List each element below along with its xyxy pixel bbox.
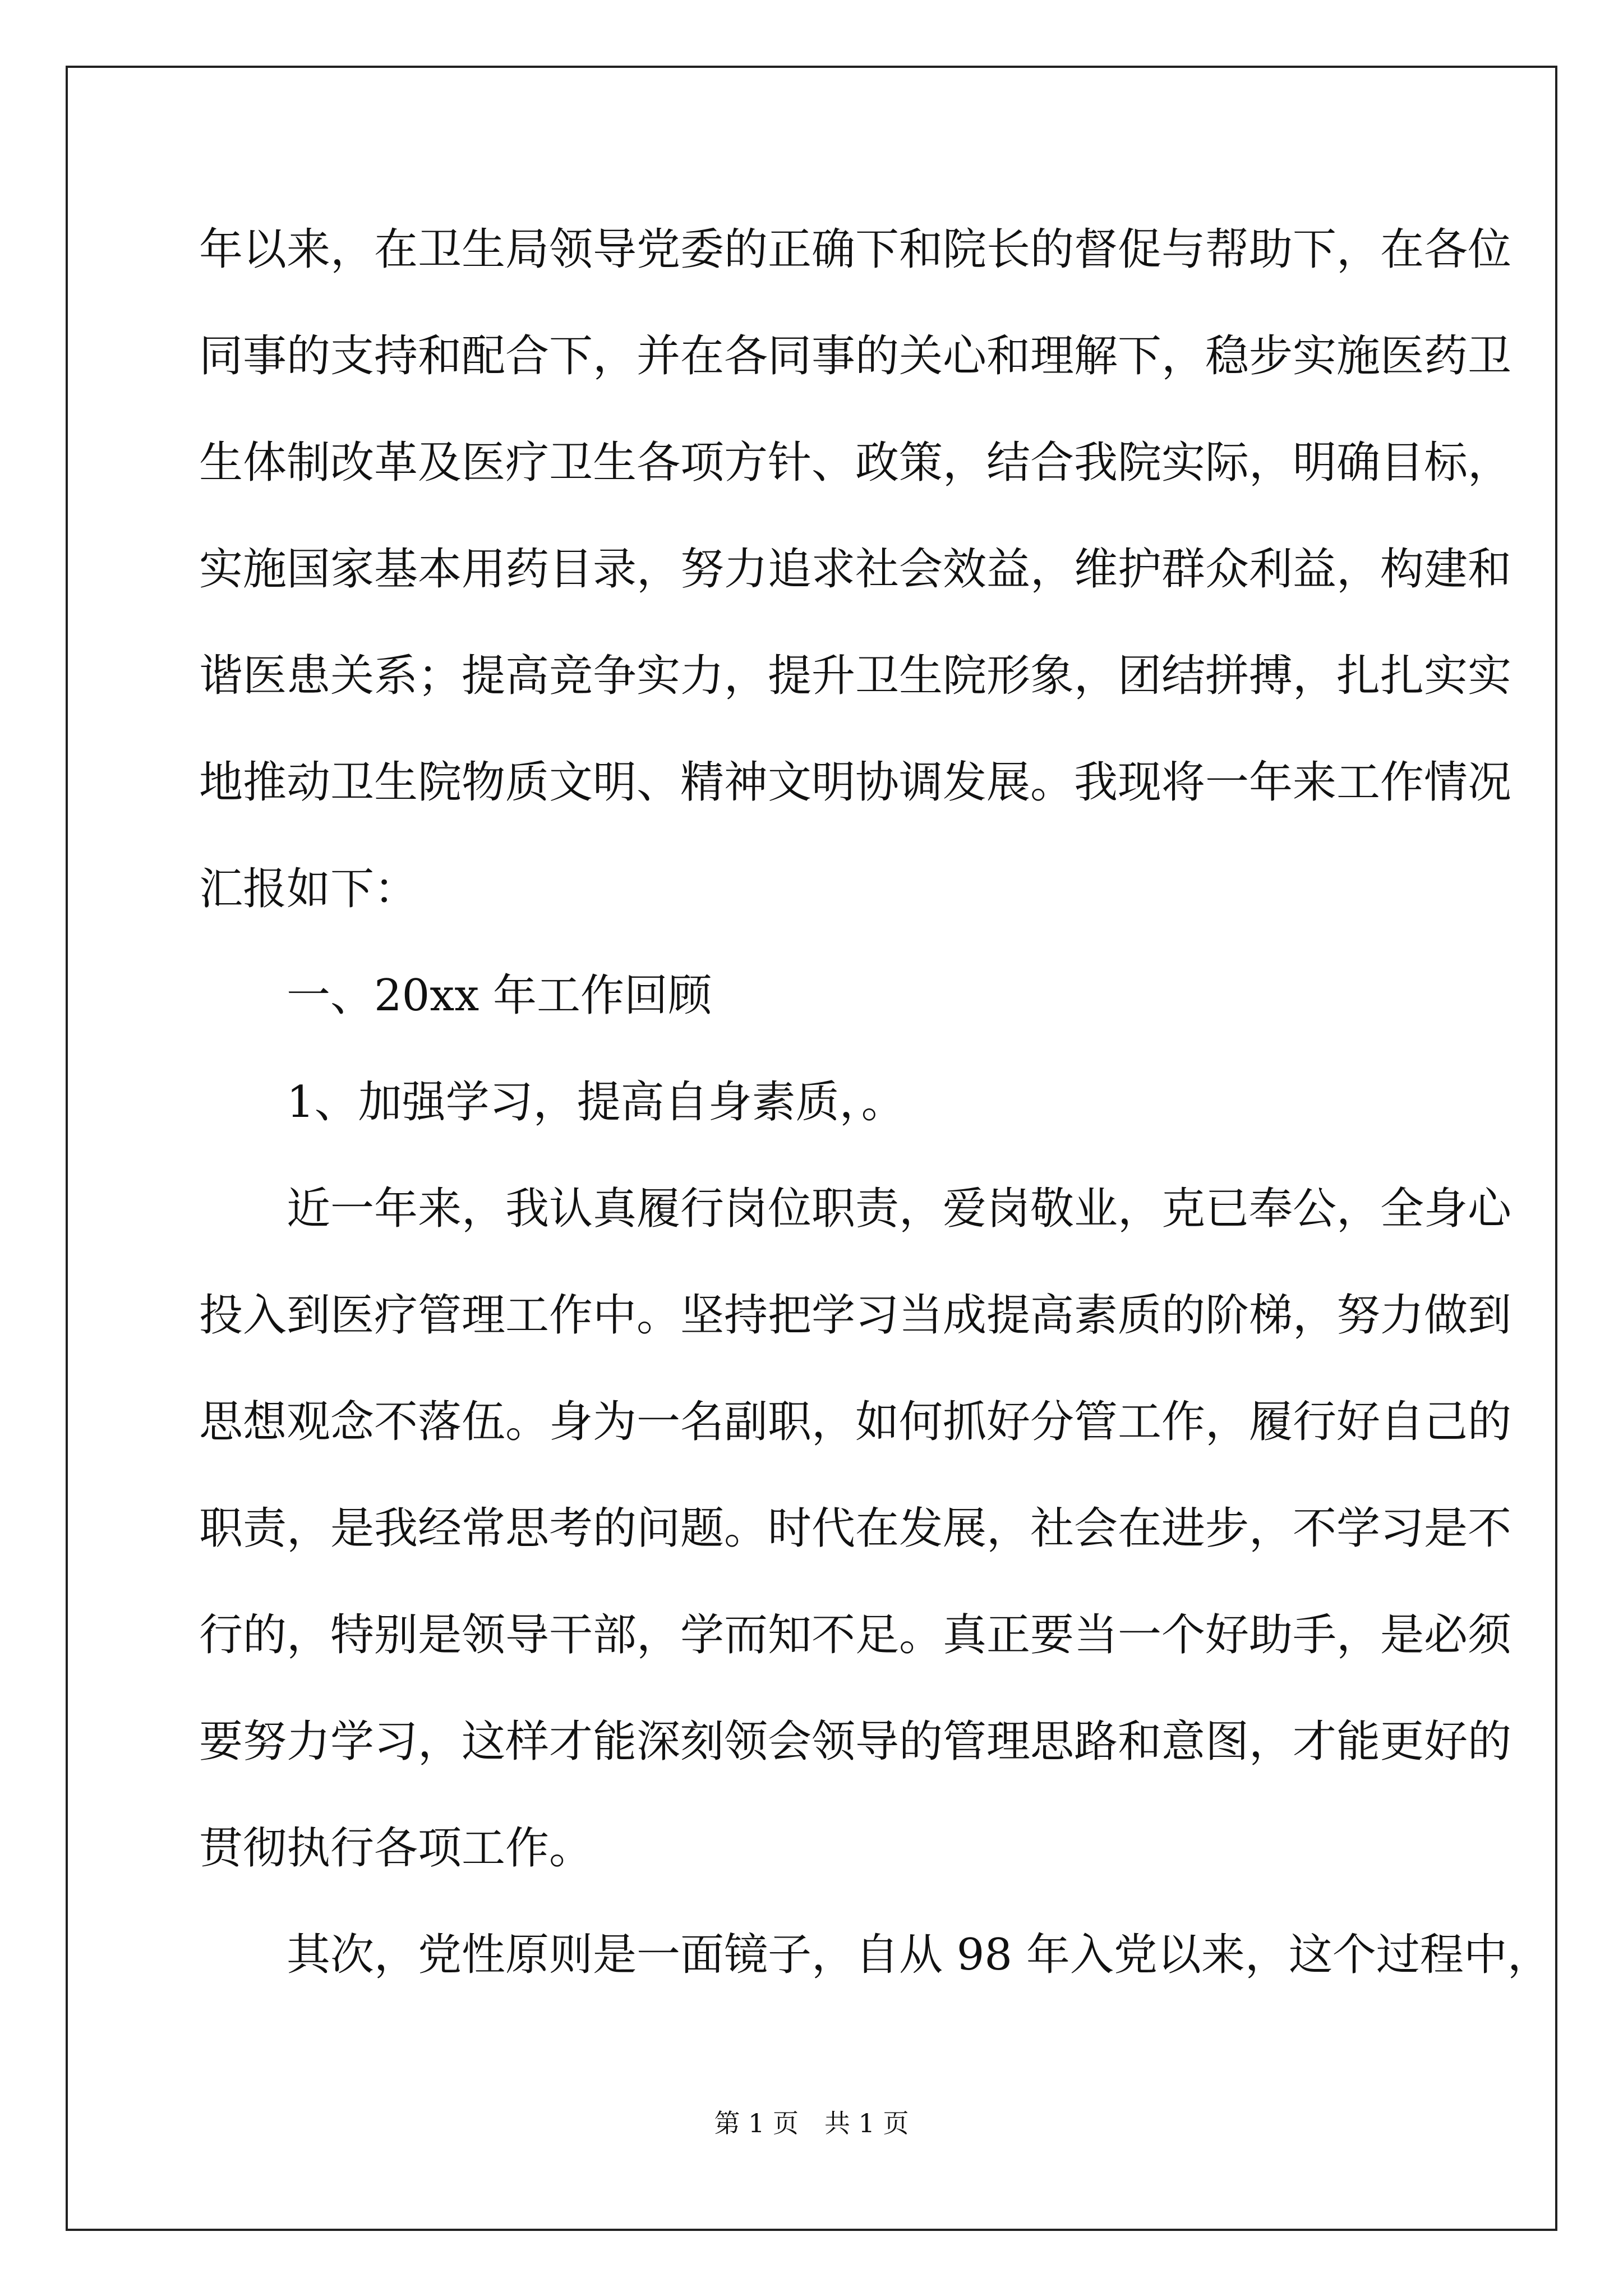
text-line: 实施国家基本用药目录，努力追求社会效益，维护群众利益，构建和	[199, 544, 1512, 595]
text-line: 思想观念不落伍。身为一名副职，如何抓好分管工作，履行好自己的	[199, 1397, 1512, 1447]
text-line: 其次，党性原则是一面镜子，自从 98 年入党以来，这个过程中，	[287, 1930, 1551, 1980]
text-line: 同事的支持和配合下，并在各同事的关心和理解下，稳步实施医药卫	[199, 331, 1512, 381]
text-line: 一、20xx 年工作回顾	[287, 970, 712, 1021]
text-line: 投入到医疗管理工作中。坚持把学习当成提高素质的阶梯，努力做到	[199, 1290, 1512, 1341]
paragraph	[199, 959, 1461, 1066]
paragraph	[199, 1172, 1512, 1918]
text-line: 谐医患关系；提高竞争实力，提升卫生院形象，团结拼搏，扎扎实实	[199, 651, 1512, 701]
document-body	[199, 213, 1551, 2025]
text-line: 要努力学习，这样才能深刻领会领导的管理思路和意图，才能更好的	[199, 1717, 1512, 1767]
text-line: 1、加强学习，提高自身素质，。	[287, 1077, 905, 1128]
text-line: 地推动卫生院物质文明、精神文明协调发展。我现将一年来工作情况	[199, 757, 1512, 808]
text-line: 年以来，在卫生局领导党委的正确下和院长的督促与帮助下，在各位	[199, 224, 1512, 275]
text-line: 汇报如下：	[199, 864, 418, 914]
text-line: 行的，特别是领导干部，学而知不足。真正要当一个好助手，是必须	[199, 1610, 1512, 1660]
text-line: 职责，是我经常思考的问题。时代在发展，社会在进步，不学习是不	[199, 1503, 1512, 1554]
page-footer: 第 1 页 共 1 页	[714, 2108, 909, 2138]
text-line: 贯彻执行各项工作。	[199, 1823, 593, 1874]
paragraph	[199, 1066, 1461, 1172]
text-line: 近一年来，我认真履行岗位职责，爱岗敬业，克已奉公，全身心	[287, 1184, 1512, 1234]
paragraph	[199, 213, 1512, 959]
text-line: 生体制改革及医疗卫生各项方针、政策，结合我院实际，明确目标，	[199, 438, 1512, 488]
paragraph	[199, 1918, 1551, 2025]
